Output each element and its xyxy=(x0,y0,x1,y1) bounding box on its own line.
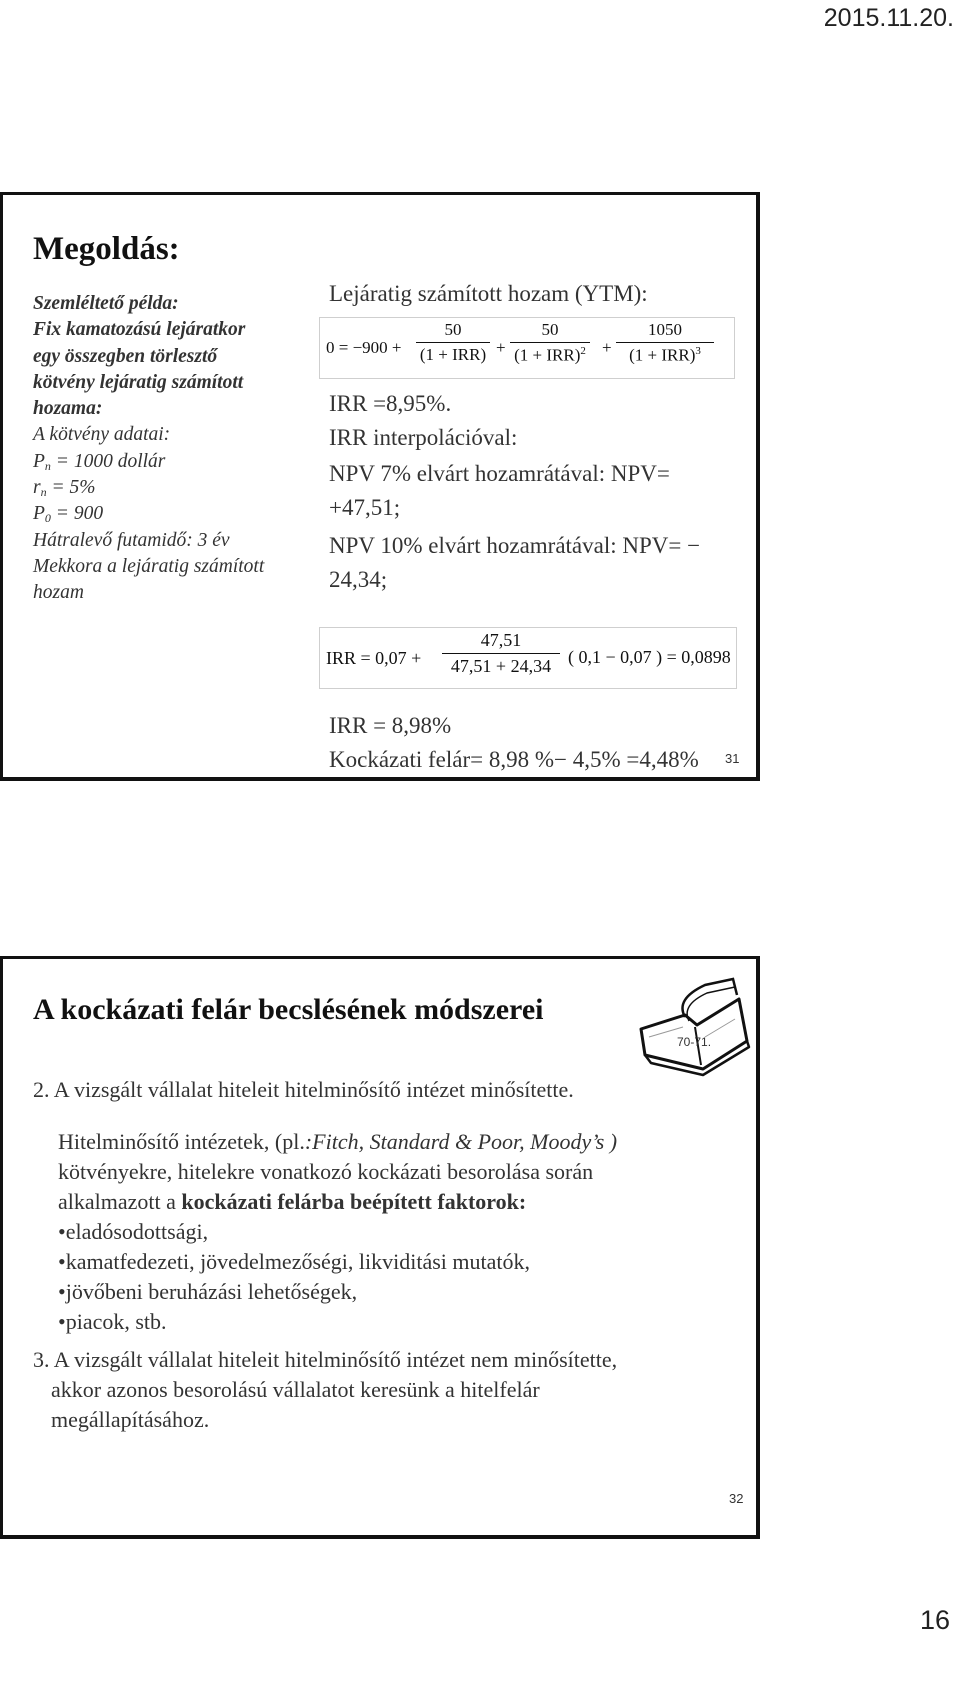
question-line: Mekkora a lejáratig számított xyxy=(33,555,265,577)
example-heading: Szemléltető példa: xyxy=(33,293,179,314)
slide-title: Megoldás: xyxy=(33,231,180,267)
bond-face-value: $P_n = 1000$ dollár xyxy=(33,450,166,473)
bond-price: $P_0 = 900$ xyxy=(33,503,104,526)
fraction-term-1: 50 (1 + IRR) xyxy=(416,320,490,365)
ytm-equation xyxy=(319,317,735,379)
interpolation-fraction: $\frac{47,51}{47,51 + 24,34}$ xyxy=(442,630,560,677)
example-panel xyxy=(33,291,303,607)
fraction-term-3: 1050 (1 + IRR)$^3$ xyxy=(616,320,714,366)
rating-factors-block xyxy=(58,1127,748,1337)
example-line: kötvény lejáratig számított xyxy=(33,371,244,393)
factor-item: •eladósodottsági, xyxy=(58,1219,209,1244)
slide-32 xyxy=(0,956,760,1539)
factor-item: •jövőbeni beruházási lehetőségek, xyxy=(58,1279,358,1304)
example-line: egy összegben törlesztő xyxy=(33,345,218,367)
plus-sign: + xyxy=(496,338,506,357)
equation-lhs: IRR = 0,07 + xyxy=(326,648,422,668)
slide-page-number: 32 xyxy=(729,1491,744,1506)
risk-premium: Kockázati felár= 8,98 %− 4,5% =4,48% xyxy=(329,747,699,772)
factor-list xyxy=(58,1217,748,1337)
rating-agencies-line: Hitelminősítő intézetek, (pl.:Fitch, Standard & Poor, Moody’s ) xyxy=(58,1129,618,1154)
print-date: 2015.11.20. xyxy=(823,4,954,32)
npv-10-value: 24,34; xyxy=(329,567,388,592)
item-3: 3. A vizsgált vállalat hiteleit hitelminősítő intézet nem minősítette, akkor azonos besorolású vállalatot keresünk a hitelfelár megállapításához. xyxy=(33,1347,618,1432)
example-line: Fix kamatozású lejáratkor xyxy=(33,319,246,341)
interpolation-title: IRR interpolációval: xyxy=(329,425,518,450)
bond-data-title: A kötvény adatai: xyxy=(33,424,171,446)
item-2: 2. A vizsgált vállalat hiteleit hitelminősítő intézet minősítette. xyxy=(33,1077,574,1102)
npv-7-value: +47,51; xyxy=(329,495,401,520)
remaining-maturity: Hátralevő futamidő: 3 év xyxy=(33,529,230,551)
interpolation-equation xyxy=(319,627,737,689)
example-line: hozama: xyxy=(33,398,103,420)
irr-final: IRR = 8,98% xyxy=(329,713,452,738)
slide-31 xyxy=(0,192,760,781)
irr-result: IRR =8,95%. xyxy=(329,391,452,416)
plus-sign: + xyxy=(602,338,612,357)
npv-7-line: NPV 7% elvárt hozamrátával: NPV= xyxy=(329,461,670,486)
book-page-reference: 70-71. xyxy=(677,1035,712,1049)
question-line: hozam xyxy=(33,582,84,604)
document-page-number: 16 xyxy=(919,1605,950,1635)
equation-lhs: 0 = −900 + xyxy=(326,338,402,357)
npv-10-line: NPV 10% elvárt hozamrátával: NPV= − xyxy=(329,533,701,558)
ytm-heading: Lejáratig számított hozam (YTM): xyxy=(329,281,648,306)
slide-page-number: 31 xyxy=(725,751,740,766)
description-line: kötvényekre, hitelekre vonatkozó kockázati besorolása során xyxy=(58,1159,594,1184)
bond-coupon-rate: $r_n = 5\%$ xyxy=(33,477,96,500)
fraction-term-2: 50 (1 + IRR)$^2$ xyxy=(510,320,590,366)
factor-item: •piacok, stb. xyxy=(58,1309,167,1334)
factor-item: •kamatfedezeti, jövedelmezőségi, likviditási mutatók, xyxy=(58,1249,531,1274)
slide-title: A kockázati felár becslésének módszerei xyxy=(33,993,544,1026)
description-line: alkalmazott a kockázati felárba beépített faktorok: xyxy=(58,1189,527,1214)
interpolation-rhs: ( 0,1 − 0,07 ) = 0,0898 xyxy=(568,647,731,667)
book-icon xyxy=(635,977,751,1077)
